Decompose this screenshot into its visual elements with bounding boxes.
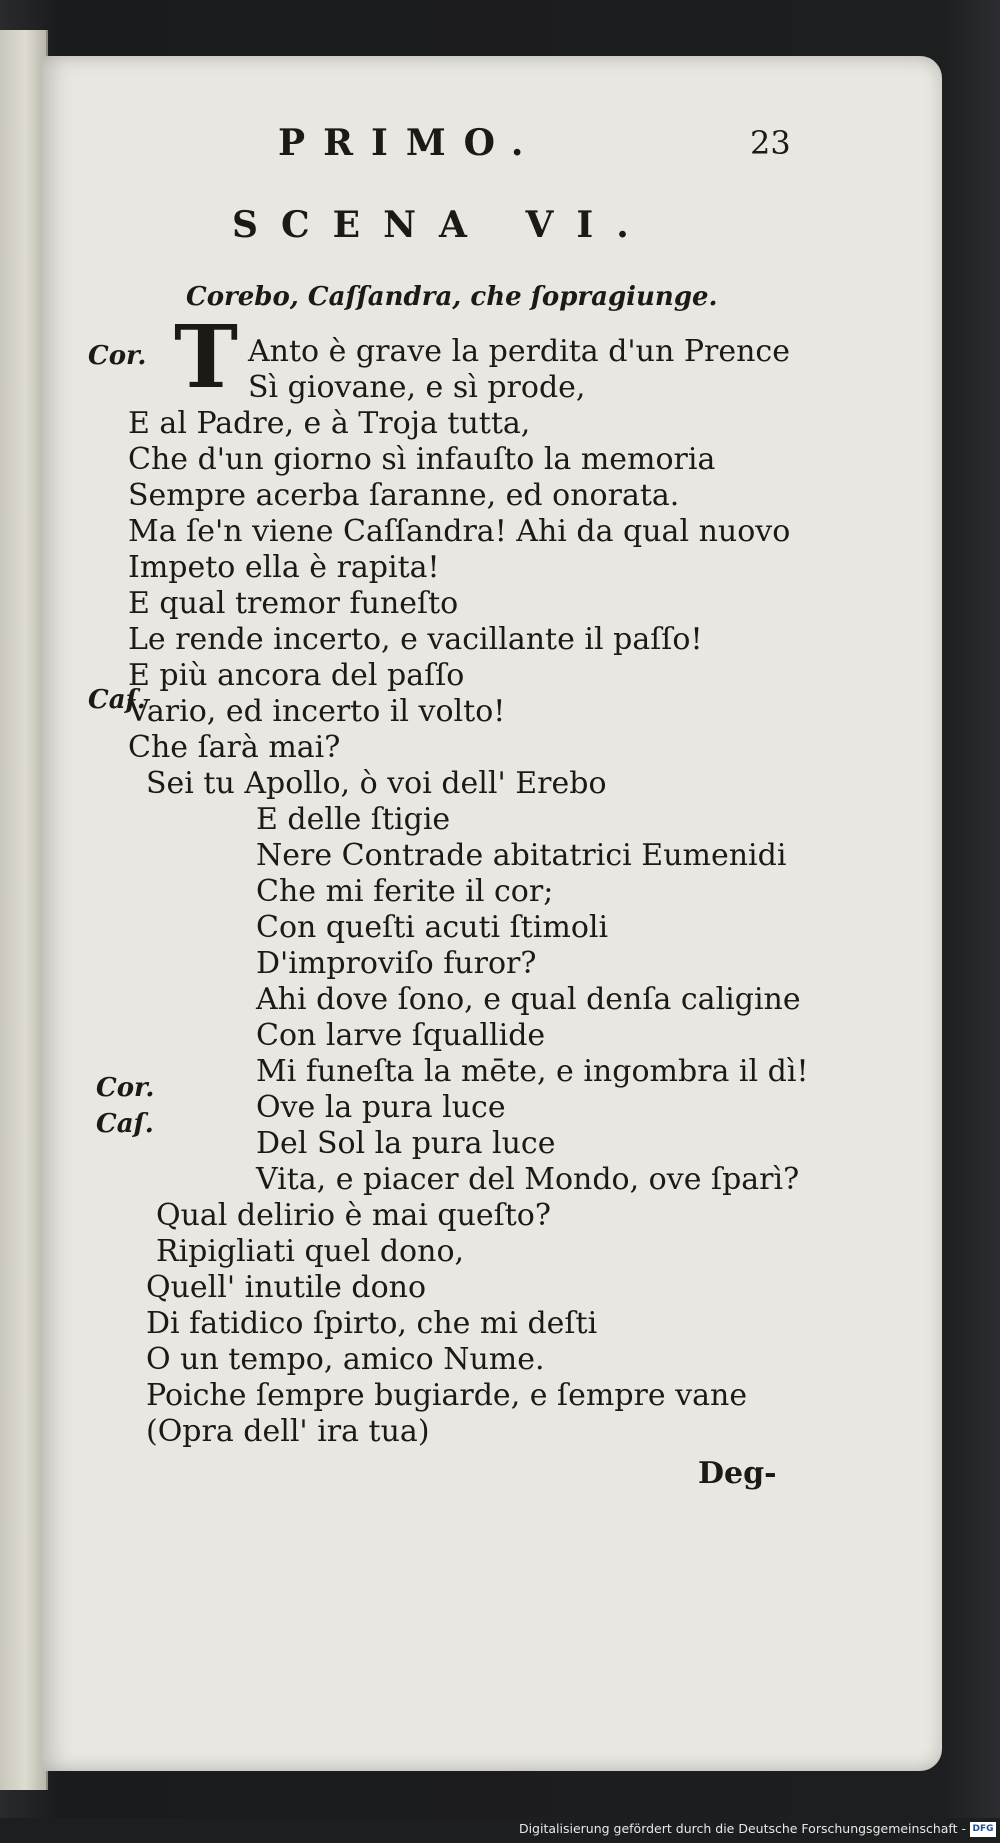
page-text <box>42 56 942 1771</box>
dfg-logo-icon: DFG <box>970 1822 996 1837</box>
digitization-footer <box>0 1818 1000 1843</box>
footer-credit: Digitalisierung gefördert durch die Deutsche Forschungsgemeinschaft - <box>518 1821 966 1836</box>
verse-line: Di fatidico ſpirto, che mi deſti <box>146 1306 598 1341</box>
verse-line: Con queſti acuti ſtimoli <box>256 910 609 945</box>
catchword: Deg- <box>698 1456 777 1491</box>
drop-cap: T <box>174 307 238 408</box>
verse-line: Che ſarà mai? <box>128 730 341 765</box>
verse-line: (Opra dell' ira tua) <box>146 1414 430 1449</box>
verse-line: Impeto ella è rapita! <box>128 550 440 585</box>
running-head: PRIMO. <box>278 122 542 164</box>
verse-line: Vita, e piacer del Mondo, ove ſparì? <box>256 1162 800 1197</box>
verse-line: Poiche ſempre bugiarde, e ſempre vane <box>146 1378 748 1413</box>
verse-line: D'improviſo furor? <box>256 946 537 981</box>
verse-line: Nere Contrade abitatrici Eumenidi <box>256 838 787 873</box>
verse-line: E qual tremor funeſto <box>128 586 459 621</box>
verse-line: E delle ſtigie <box>256 802 451 837</box>
speaker-label: Cor. <box>88 341 147 371</box>
verse-line: Mi funeſta la mēte, e ingombra il dì! <box>256 1054 809 1089</box>
verse-line: Quell' inutile dono <box>146 1270 427 1305</box>
verse-line: E al Padre, e à Troja tutta, <box>128 406 531 441</box>
verse-line: Le rende incerto, e vacillante il paſſo! <box>128 622 703 657</box>
speaker-label: Cor. <box>96 1073 155 1103</box>
speaker-label: Caſ. <box>88 685 146 715</box>
scene-title: SCENA VI. <box>232 204 652 246</box>
verse-line: Con larve ſquallide <box>256 1018 546 1053</box>
page-number: 23 <box>750 124 791 162</box>
characters-line: Corebo, Caſſandra, che ſopragiunge. <box>186 282 718 312</box>
verse-line: Ove la pura luce <box>256 1090 506 1125</box>
verse-line: Vario, ed incerto il volto! <box>128 694 506 729</box>
verse-line: Anto è grave la perdita d'un Prence <box>248 334 790 369</box>
verse-line: E più ancora del paſſo <box>128 658 465 693</box>
verse-line: Ma ſe'n viene Caſſandra! Ahi da qual nuovo <box>128 514 791 549</box>
verse-line: Ahi dove ſono, e qual denſa caligine <box>256 982 801 1017</box>
verse-line: Sei tu Apollo, ò voi dell' Erebo <box>146 766 607 801</box>
verse-line: Sempre acerba ſaranne, ed onorata. <box>128 478 680 513</box>
verse-line: Qual delirio è mai queſto? <box>156 1198 551 1233</box>
verse-line: O un tempo, amico Nume. <box>146 1342 545 1377</box>
verse-line: Del Sol la pura luce <box>256 1126 556 1161</box>
verse-line: Ripigliati quel dono, <box>156 1234 465 1269</box>
page-header <box>278 122 798 172</box>
previous-page-edge <box>0 30 48 1790</box>
verse-line: Che d'un giorno sì infauſto la memoria <box>128 442 716 477</box>
speaker-label: Caſ. <box>96 1109 154 1139</box>
verse-line: Che mi ferite il cor; <box>256 874 554 909</box>
verse-line: Sì giovane, e sì prode, <box>248 370 586 405</box>
book-page <box>42 56 942 1771</box>
